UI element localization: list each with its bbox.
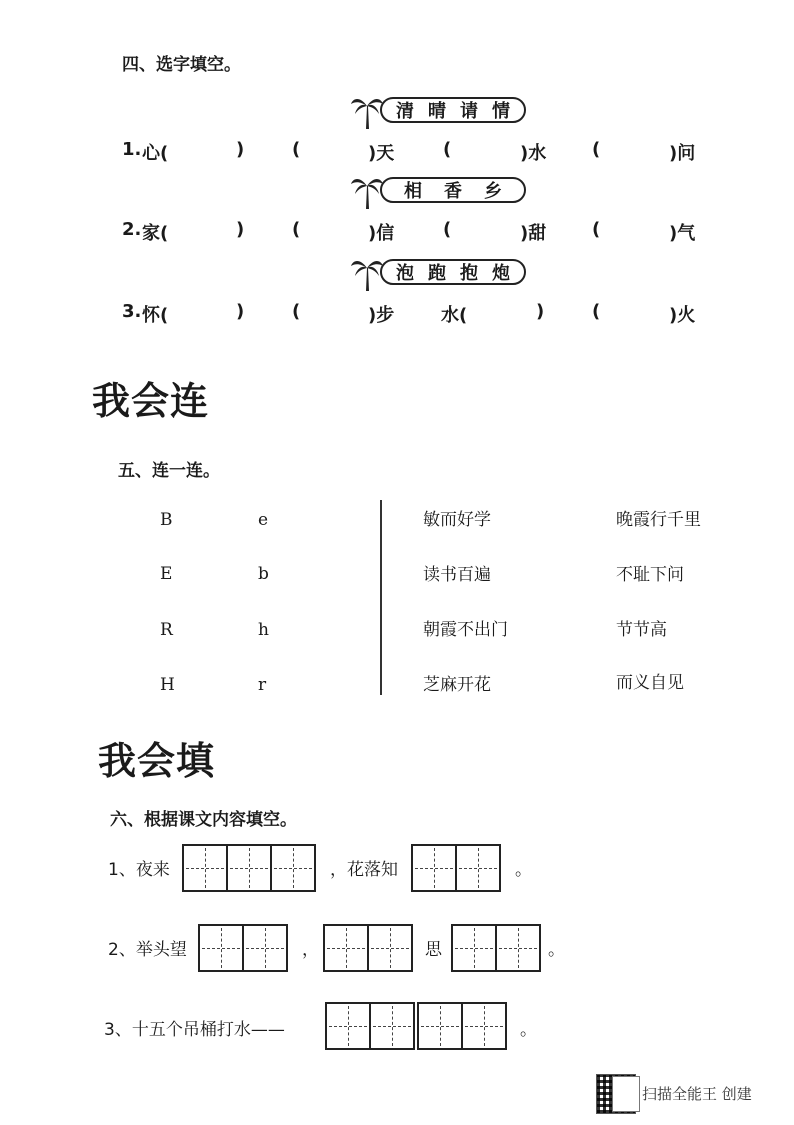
option-box-1: 清晴请情: [380, 97, 526, 123]
phrase-right: 而义自见: [616, 673, 684, 693]
row3-part: (: [292, 301, 301, 322]
uppercase-letter: R: [160, 620, 173, 640]
writing-grid[interactable]: [198, 924, 288, 972]
line3-end: 。: [520, 1020, 537, 1040]
row1-part: (: [292, 139, 301, 160]
heading-connect: 我会连: [92, 378, 210, 423]
scanner-logo-icon: [612, 1076, 640, 1112]
row1-part: (: [443, 139, 452, 160]
heading-fill: 我会填: [98, 738, 216, 783]
row3-part: 怀(: [142, 305, 169, 326]
line2-mid: ，: [302, 940, 319, 960]
phrase-right: 节节高: [616, 620, 667, 640]
row2-part: (: [443, 219, 452, 240]
column-divider: [380, 500, 382, 695]
row2-part: )甜: [520, 223, 547, 244]
phrase-left: 朝霞不出门: [423, 620, 508, 640]
palm-tree-icon: [350, 254, 384, 292]
row1-part: ): [236, 139, 245, 160]
phrase-right: 不耻下问: [616, 565, 684, 585]
line1-mid: ，花落知: [330, 860, 398, 880]
row3-part: ): [536, 301, 545, 322]
section4-title: 四、选字填空。: [122, 55, 241, 75]
row3-part: )火: [669, 305, 696, 326]
uppercase-letter: H: [160, 675, 175, 695]
writing-grid[interactable]: [182, 844, 316, 892]
row1-part: )水: [520, 143, 547, 164]
row3-part: (: [592, 301, 601, 322]
row1-part: )天: [368, 143, 395, 164]
writing-grid[interactable]: [323, 924, 413, 972]
line1-label: 1、夜来: [108, 860, 170, 880]
palm-tree-icon: [350, 92, 384, 130]
line1-end: 。: [515, 860, 532, 880]
lowercase-letter: e: [258, 510, 269, 530]
row2-part: )气: [669, 223, 696, 244]
row3-label: 3.: [122, 301, 142, 322]
writing-grid[interactable]: [325, 1002, 415, 1050]
row2-part: (: [292, 219, 301, 240]
line2-end: 。: [548, 940, 565, 960]
row2-label: 2.: [122, 219, 142, 240]
row1-part: 心(: [142, 143, 169, 164]
section6-title: 六、根据课文内容填空。: [110, 810, 297, 830]
line2-label: 2、举头望: [108, 940, 187, 960]
row2-part: (: [592, 219, 601, 240]
writing-grid[interactable]: [411, 844, 501, 892]
line2-mid2: 思: [425, 940, 442, 960]
palm-tree-icon: [350, 172, 384, 210]
row1-part: (: [592, 139, 601, 160]
lowercase-letter: b: [258, 564, 269, 584]
option-box-3: 泡跑抱炮: [380, 259, 526, 285]
row2-part: 家(: [142, 223, 169, 244]
line3-label: 3、十五个吊桶打水——: [104, 1020, 285, 1040]
lowercase-letter: r: [258, 675, 267, 695]
row1-part: )问: [669, 143, 696, 164]
uppercase-letter: B: [160, 510, 173, 530]
phrase-left: 敏而好学: [423, 510, 491, 530]
phrase-left: 芝麻开花: [423, 675, 491, 695]
row3-part: 水(: [441, 305, 468, 326]
row3-part: )步: [368, 305, 395, 326]
writing-grid[interactable]: [451, 924, 541, 972]
section5-title: 五、连一连。: [118, 461, 220, 481]
lowercase-letter: h: [258, 620, 269, 640]
row3-part: ): [236, 301, 245, 322]
option-box-2: 相香乡: [380, 177, 526, 203]
phrase-left: 读书百遍: [423, 565, 491, 585]
row2-part: ): [236, 219, 245, 240]
uppercase-letter: E: [160, 564, 173, 584]
writing-grid[interactable]: [417, 1002, 507, 1050]
row1-label: 1.: [122, 139, 142, 160]
row2-part: )信: [368, 223, 395, 244]
phrase-right: 晚霞行千里: [616, 510, 701, 530]
watermark-text: 扫描全能王 创建: [642, 1085, 752, 1103]
